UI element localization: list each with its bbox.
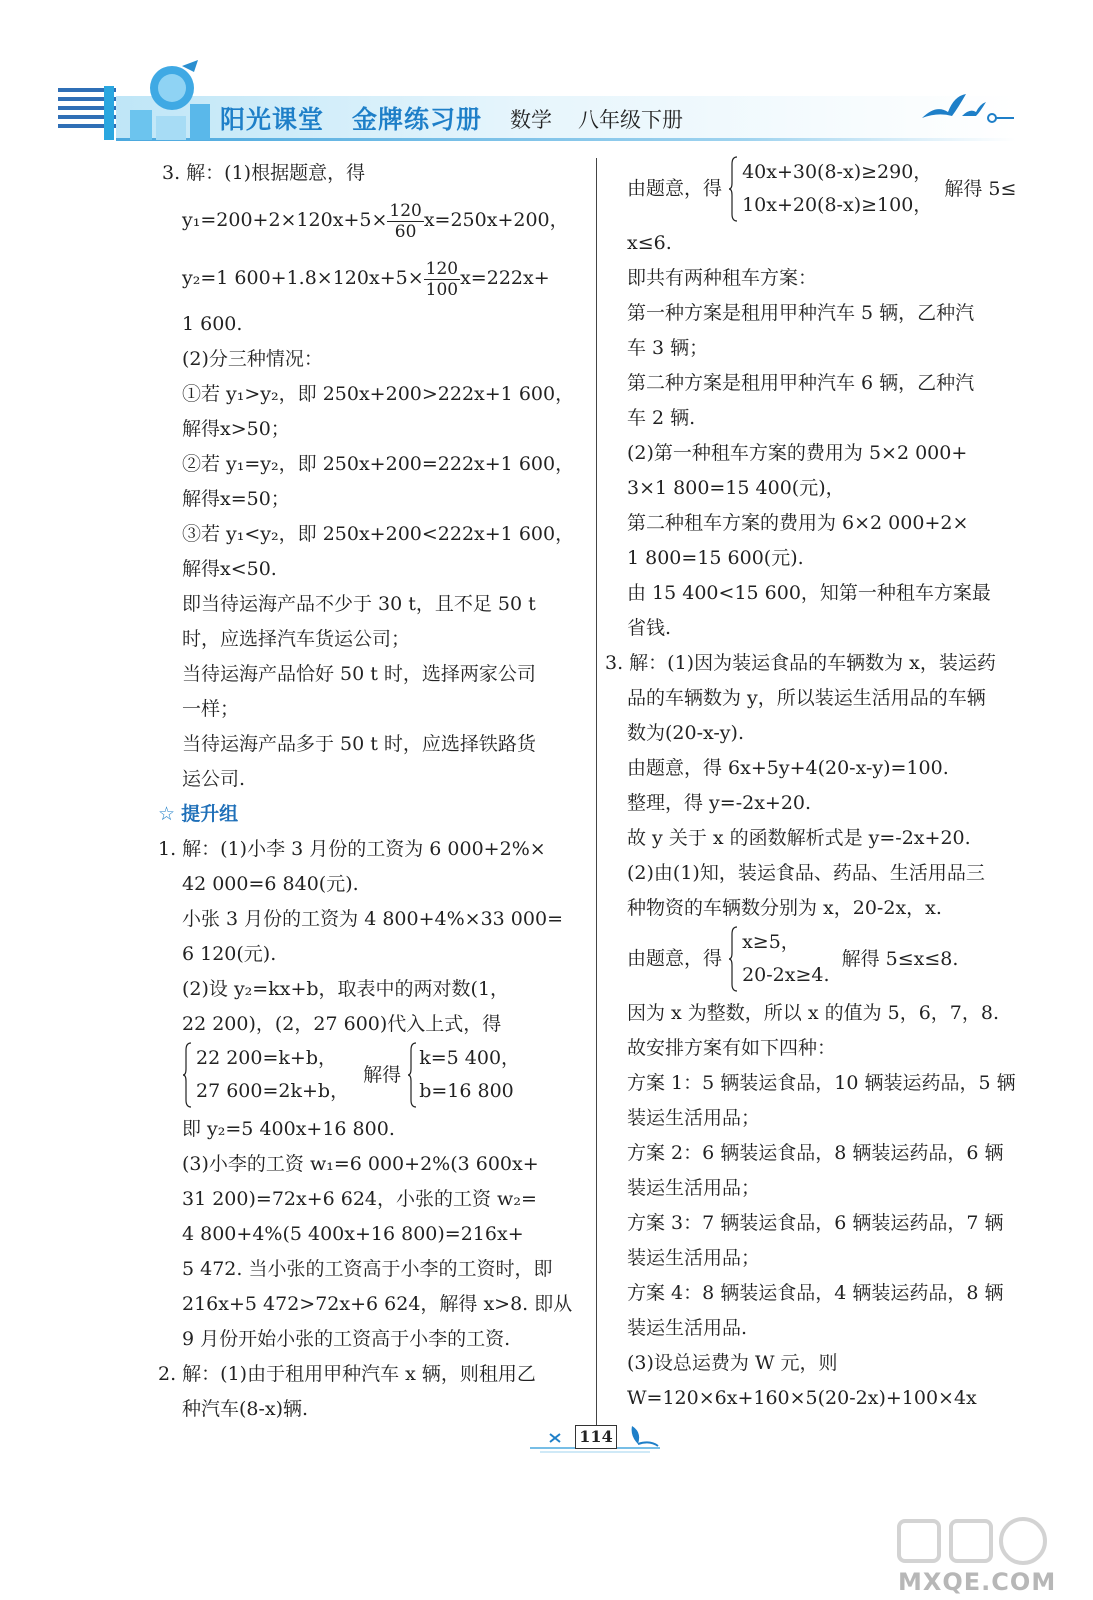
inequality-system: 由题意，得 40x+30(8-x)≥290， 10x+20(8-x)≥100， 解得 5≤: [605, 156, 1045, 226]
text-line: 数为(20-x-y).: [627, 722, 744, 744]
brace-icon: [728, 156, 738, 222]
equation-system: 22 200=k+b， 27 600=2k+b， 解得 k=5 400， b=16 800: [158, 1042, 588, 1112]
text-line: 由 15 400<15 600，知第一种租车方案最: [627, 582, 991, 604]
equation-system-left: 22 200=k+b， 27 600=2k+b，: [182, 1042, 349, 1108]
text-line: 故 y 关于 x 的函数解析式是 y=-2x+20.: [627, 827, 971, 849]
text-line: 即 y₂=5 400x+16 800.: [182, 1118, 395, 1140]
subject-label: 数学: [510, 108, 552, 132]
text-line: 方案 2：6 辆装运食品，8 辆装运药品，6 辆: [627, 1142, 1004, 1164]
brace-icon: [407, 1042, 417, 1108]
text-line: 3. 解：(1)因为装运食品的车辆数为 x，装运药: [605, 652, 996, 674]
watermark-text: MXQE.COM: [898, 1568, 1057, 1596]
text-line: (3)小李的工资 w₁=6 000+2%(3 600x+: [182, 1153, 539, 1175]
text-line: x≤6.: [627, 232, 672, 254]
text-line: 由题意，得 6x+5y+4(20-x-y)=100.: [627, 757, 949, 779]
text-line: 解得x<50.: [182, 558, 277, 580]
right-column: [605, 156, 1045, 1416]
text-line: 即当待运海产品不少于 30 t，且不足 50 t: [182, 593, 536, 615]
text-line: 故安排方案有如下四种：: [627, 1037, 837, 1059]
text-line: 方案 1：5 辆装运食品，10 辆装运药品，5 辆: [627, 1072, 1016, 1094]
text-line: 运公司.: [182, 768, 246, 790]
formula-line: y₁=200+2×120x+5× $\frac{120}{60}$ x=250x+200，: [182, 200, 569, 242]
header-illustration-icon: [120, 58, 220, 144]
text-line: 第二种租车方案的费用为 6×2 000+2×: [627, 512, 969, 534]
text-line: 装运生活用品；: [627, 1177, 761, 1199]
inequality-system-left: x≥5， 20-2x≥4.: [728, 926, 829, 992]
text-line: 1 800=15 600(元).: [627, 547, 804, 569]
text-line: 因为 x 为整数，所以 x 的值为 5，6，7，8.: [627, 1002, 1000, 1024]
text-line: 种物资的车辆数分别为 x，20-2x，x.: [627, 897, 942, 919]
text-line: (2)分三种情况：: [182, 348, 323, 370]
header-bar: [104, 86, 114, 140]
text-line: (2)第一种租车方案的费用为 5×2 000+: [627, 442, 968, 464]
text-line: ①若 y₁>y₂，即 250x+200>222x+1 600，: [182, 383, 575, 405]
text-line: 品的车辆数为 y，所以装运生活用品的车辆: [627, 687, 986, 709]
text-line: 当待运海产品多于 50 t 时，应选择铁路货: [182, 733, 536, 755]
page-header: [0, 0, 1093, 150]
text-line: 22 200)，(2，27 600)代入上式，得: [182, 1013, 502, 1035]
birds-icon: [918, 86, 1018, 136]
text-line: 1 600.: [182, 313, 243, 335]
text-line: W=120×6x+160×5(20-2x)+100×4x: [627, 1387, 977, 1409]
text-line: 时，应选择汽车货运公司；: [182, 628, 411, 650]
text-line: 解得x=50；: [182, 488, 290, 510]
text-line: (2)由(1)知，装运食品、药品、生活用品三: [627, 862, 985, 884]
text-line: 第一种方案是租用甲种汽车 5 辆，乙种汽: [627, 302, 975, 324]
text-line: 4 800+4%(5 400x+16 800)=216x+: [182, 1223, 524, 1245]
text-line: 装运生活用品；: [627, 1107, 761, 1129]
text-line: 省钱.: [627, 617, 672, 639]
text-line: 31 200)=72x+6 624，小张的工资 w₂=: [182, 1188, 537, 1210]
text-line: 一样；: [182, 698, 240, 720]
fraction: $\frac{120}{60}$: [389, 200, 422, 242]
equation-system-solution: k=5 400， b=16 800: [407, 1042, 520, 1108]
text-line: 5 472. 当小张的工资高于小李的工资时，即: [182, 1258, 553, 1280]
text-line: ③若 y₁<y₂，即 250x+200<222x+1 600，: [182, 523, 575, 545]
text-line: 解得x>50；: [182, 418, 290, 440]
text-line: 3×1 800=15 400(元)，: [627, 477, 845, 499]
brace-icon: [728, 926, 738, 992]
section-heading: ☆ 提升组: [158, 803, 239, 825]
text-line: 方案 3：7 辆装运食品，6 辆装运药品，7 辆: [627, 1212, 1004, 1234]
formula-line: y₂=1 600+1.8×120x+5× $\frac{120}{100}$ x=222x+: [182, 258, 550, 300]
text-line: 2. 解：(1)由于租用甲种汽车 x 辆，则租用乙: [158, 1363, 536, 1385]
text-line: 当待运海产品恰好 50 t 时，选择两家公司: [182, 663, 536, 685]
text-line: 种汽车(8-x)辆.: [182, 1398, 309, 1420]
text-line: 车 3 辆；: [627, 337, 709, 359]
text-line: 1. 解：(1)小李 3 月份的工资为 6 000+2%×: [158, 838, 546, 860]
grade-label: 八年级下册: [578, 108, 683, 132]
column-divider: [596, 158, 597, 1436]
text-line: 整理，得 y=-2x+20.: [627, 792, 812, 814]
text-line: (2)设 y₂=kx+b，取表中的两对数(1，: [182, 978, 510, 1000]
left-column: [158, 156, 588, 1427]
text-line: 3. 解：(1)根据题意，得: [162, 162, 366, 184]
text-line: 42 000=6 840(元).: [182, 873, 359, 895]
brand-name: 阳光课堂: [220, 105, 325, 134]
text-line: 216x+5 472>72x+6 624，解得 x>8. 即从: [182, 1293, 573, 1315]
header-underline: [116, 138, 1016, 141]
brand-subtitle: 金牌练习册: [352, 105, 483, 134]
inequality-system-left: 40x+30(8-x)≥290， 10x+20(8-x)≥100，: [728, 156, 932, 222]
text-line: (3)设总运费为 W 元，则: [627, 1352, 838, 1374]
text-line: 装运生活用品；: [627, 1247, 761, 1269]
text-line: 车 2 辆.: [627, 407, 696, 429]
text-line: ②若 y₁=y₂，即 250x+200=222x+1 600，: [182, 453, 575, 475]
text-line: 方案 4：8 辆装运食品，4 辆装运药品，8 辆: [627, 1282, 1004, 1304]
text-line: 即共有两种租车方案：: [627, 267, 818, 289]
brace-icon: [182, 1042, 192, 1108]
text-line: 装运生活用品.: [627, 1317, 748, 1339]
star-icon: ☆: [158, 803, 176, 825]
text-line: 第二种方案是租用甲种汽车 6 辆，乙种汽: [627, 372, 975, 394]
text-line: 小张 3 月份的工资为 4 800+4%×33 000=: [182, 908, 563, 930]
text-line: 6 120(元).: [182, 943, 277, 965]
fraction: $\frac{120}{100}$: [425, 258, 459, 300]
text-line: 9 月份开始小张的工资高于小李的工资.: [182, 1328, 511, 1350]
inequality-system: 由题意，得 x≥5， 20-2x≥4. 解得 5≤x≤8.: [605, 926, 1045, 996]
page-number: 114: [575, 1425, 617, 1449]
